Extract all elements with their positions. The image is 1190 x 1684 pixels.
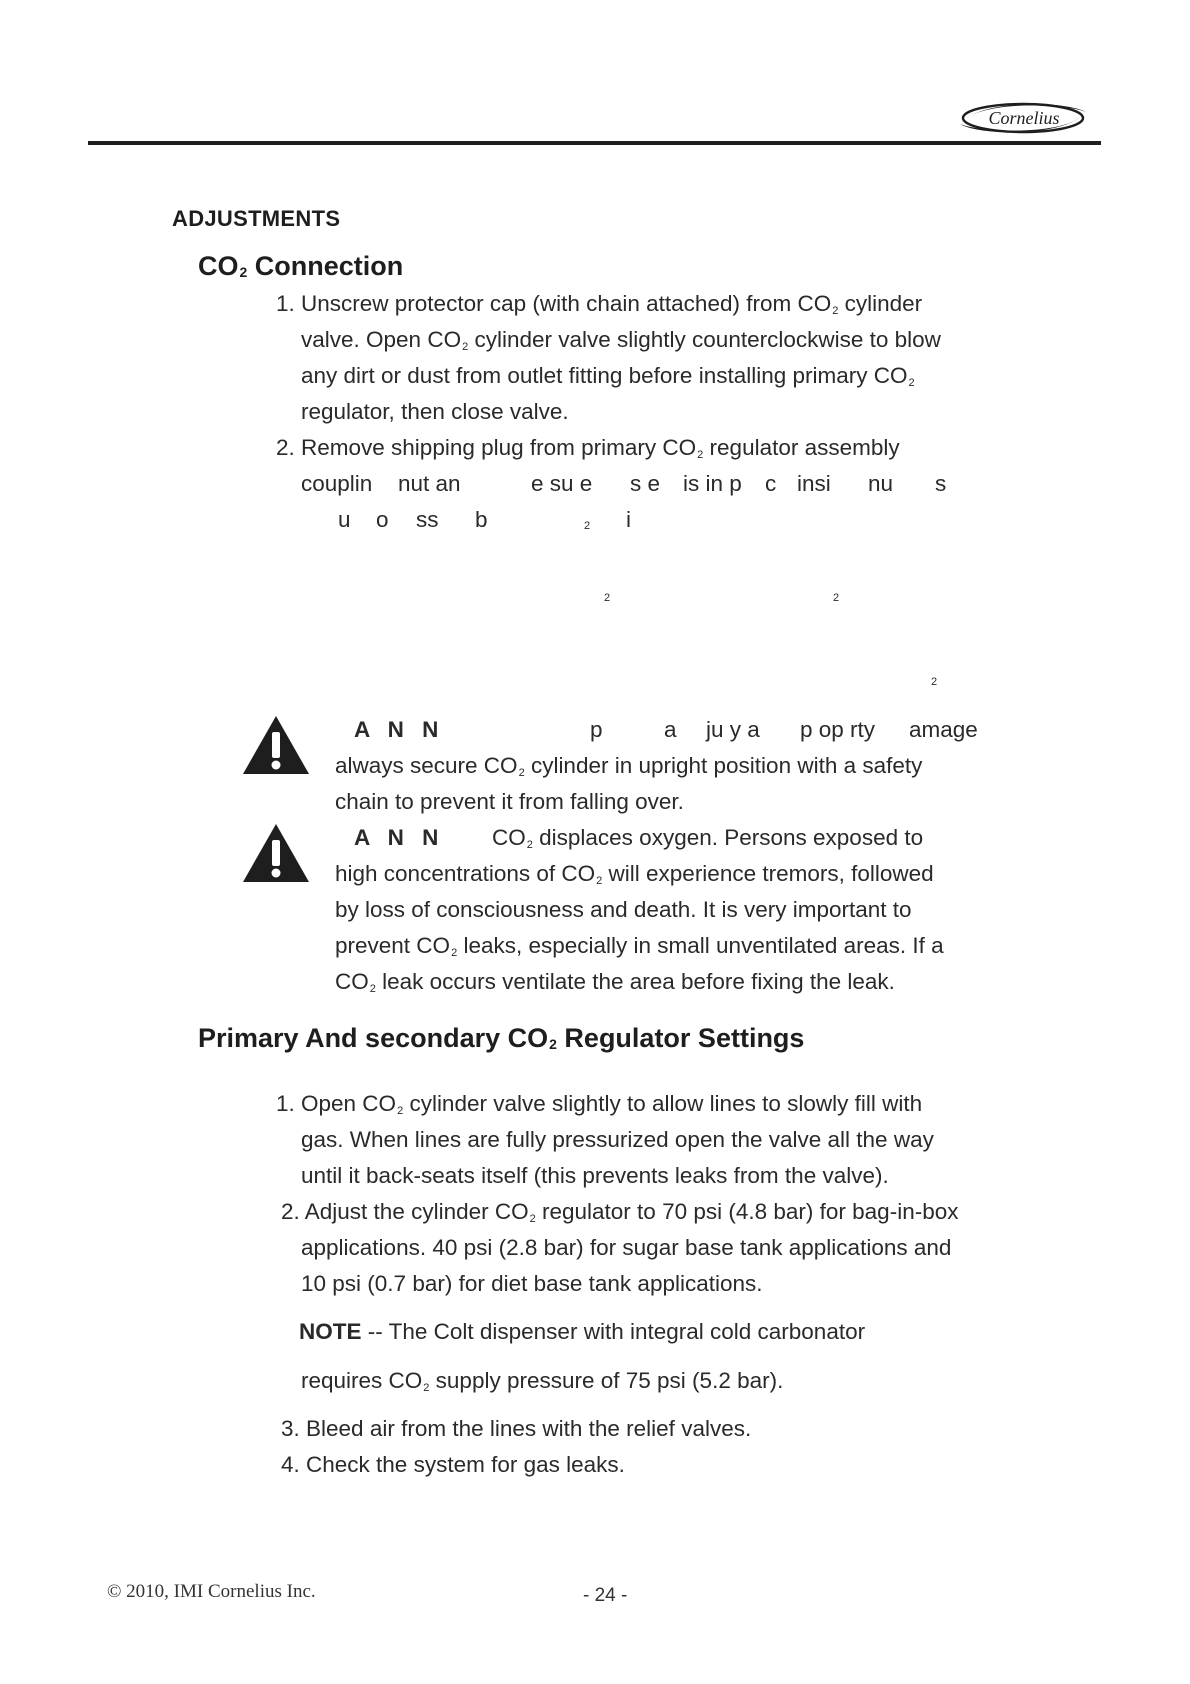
step2-fragment: u [338, 507, 351, 532]
footer-copyright: © 2010, IMI Cornelius Inc. [107, 1581, 316, 1602]
heading-text-rest: Connection [247, 251, 404, 281]
warning2-label: A N N [354, 825, 445, 850]
note-line2: requires CO2 supply pressure of 75 psi (5.2 bar). [301, 1368, 784, 1394]
header-rule [88, 141, 1101, 145]
step1-line4: regulator, then close valve. [301, 399, 569, 424]
stray-subscript: 2 [604, 592, 611, 604]
co2-connection-heading [198, 251, 403, 282]
step1-line3: any dirt or dust from outlet fitting before installing primary CO2 [301, 363, 915, 389]
warning1-line3: chain to prevent it from falling over. [335, 789, 684, 814]
step2-fragment: ss [416, 507, 439, 532]
warning1-fragment: amage [909, 717, 978, 742]
warning-triangle-icon [241, 822, 311, 884]
warning1-fragment: a [664, 717, 677, 742]
regulator-settings-heading: Primary And secondary CO2 Regulator Settings [198, 1023, 805, 1053]
step2-fragment: i [626, 507, 631, 532]
reg-step1-line3: until it back-seats itself (this prevents leaks from the valve). [301, 1163, 889, 1188]
footer-page-number: - 24 - [583, 1585, 628, 1606]
heading-subscript: 2 [239, 264, 248, 280]
reg-step4: 4. Check the system for gas leaks. [281, 1452, 625, 1477]
warning2-line1: CO2 displaces oxygen. Persons exposed to [492, 825, 924, 851]
stray-subscript: 2 [833, 592, 840, 604]
reg-step1-line2: gas. When lines are fully pressurized open the valve all the way [301, 1127, 934, 1152]
step2-fragment-subscript: 2 [584, 520, 591, 532]
step2-fragment: o [376, 507, 389, 532]
step1-line2: valve. Open CO2 cylinder valve slightly counterclockwise to blow [301, 327, 941, 353]
warning1-line2: always secure CO2 cylinder in upright position with a safety [335, 753, 923, 779]
reg-step2-line2: applications. 40 psi (2.8 bar) for sugar base tank applications and [301, 1235, 952, 1260]
warning1-fragment: p [590, 717, 603, 742]
note-line1: NOTE -- The Colt dispenser with integral cold carbonator [299, 1319, 866, 1344]
section-title: ADJUSTMENTS [172, 206, 341, 231]
step2-fragment: e su e [531, 471, 593, 496]
warning-triangle-icon [241, 714, 311, 776]
step2-fragment: nut an [398, 471, 461, 496]
reg-step3: 3. Bleed air from the lines with the relief valves. [281, 1416, 752, 1441]
step2-fragment: couplin [301, 471, 373, 496]
stray-subscript: 2 [931, 676, 938, 688]
logo-wordmark: Cornelius [988, 108, 1060, 128]
step2-fragment: s e [630, 471, 661, 496]
reg-step2-line3: 10 psi (0.7 bar) for diet base tank applications. [301, 1271, 763, 1296]
step2-fragment: is in p [683, 471, 742, 496]
warning2-line2: high concentrations of CO2 will experience tremors, followed [335, 861, 934, 887]
warning1-fragment: ju y a [706, 717, 760, 742]
step2-fragment: insi [797, 471, 831, 496]
step2-fragment: c [765, 471, 777, 496]
reg-step1-line1: 1. Open CO2 cylinder valve slightly to allow lines to slowly fill with [276, 1091, 923, 1117]
warning1-fragment: p op rty [800, 717, 876, 742]
cornelius-logo [958, 98, 1088, 138]
warning1-label: A N N [354, 717, 445, 742]
warning2-line4: prevent CO2 leaks, especially in small unventilated areas. If a [335, 933, 944, 959]
warning2-line5: CO2 leak occurs ventilate the area before fixing the leak. [335, 969, 895, 995]
warning2-line3: by loss of consciousness and death. It is very important to [335, 897, 912, 922]
step2-fragment: b [475, 507, 488, 532]
step2-line1: 2. Remove shipping plug from primary CO2 regulator assembly [276, 435, 900, 461]
reg-step2-line1: 2. Adjust the cylinder CO2 regulator to 70 psi (4.8 bar) for bag-in-box [281, 1199, 959, 1225]
step1-line1: 1. Unscrew protector cap (with chain attached) from CO2 cylinder [276, 291, 923, 317]
note-label: NOTE [299, 1319, 362, 1344]
step2-fragment: nu [868, 471, 894, 496]
heading-text: CO [198, 251, 239, 281]
step2-fragment: s [935, 471, 947, 496]
